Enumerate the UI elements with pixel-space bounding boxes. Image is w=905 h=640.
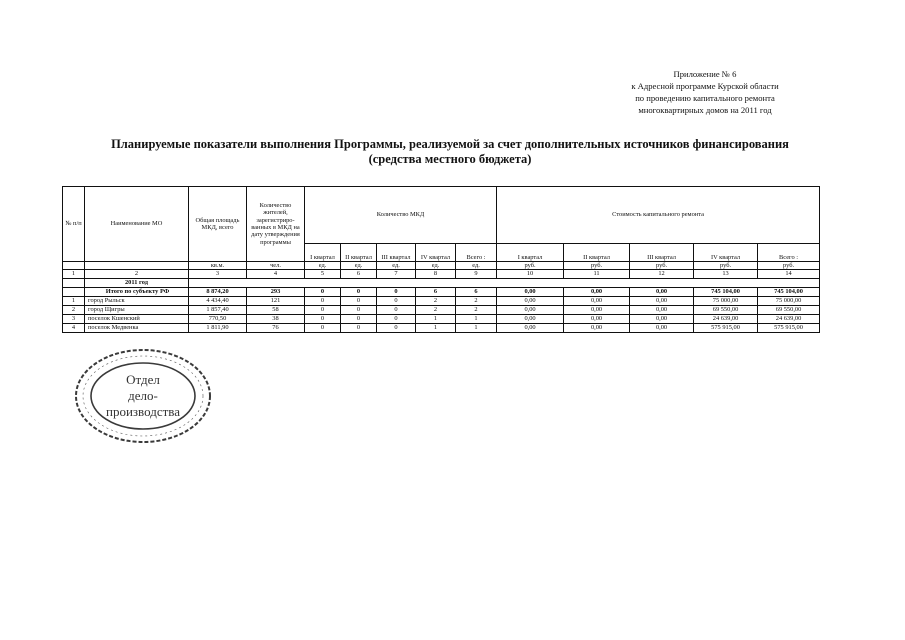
cell-total: 1 <box>456 323 497 332</box>
year-cell-empty <box>63 278 85 287</box>
cell-q3: 0 <box>377 323 416 332</box>
cell-c3: 0,00 <box>630 287 694 296</box>
cell-area: 1 811,90 <box>189 323 247 332</box>
cell-total: 1 <box>456 314 497 323</box>
cell-name: город Щигры <box>85 305 189 314</box>
column-number: 7 <box>377 270 416 278</box>
document-title <box>100 137 800 167</box>
header-repair-cost: Стоимость капитального ремонта <box>497 187 820 244</box>
table-row <box>63 323 820 332</box>
indicators-table <box>62 186 820 333</box>
unit-mkd: ед. <box>305 262 341 270</box>
cell-c1: 0,00 <box>497 287 564 296</box>
cell-total: 2 <box>456 296 497 305</box>
cell-ctotal: 24 639,00 <box>758 314 820 323</box>
title-line-2: (средства местного бюджета) <box>368 152 532 166</box>
appendix-block <box>600 68 810 116</box>
column-number: 1 <box>63 270 85 278</box>
cell-c3: 0,00 <box>630 296 694 305</box>
cell-residents: 58 <box>247 305 305 314</box>
cell-q2: 0 <box>341 323 377 332</box>
header-cost-q1: I квартал <box>497 244 564 262</box>
unit-cost: руб. <box>497 262 564 270</box>
cell-name: Итого по субъекту РФ <box>85 287 189 296</box>
cell-q3: 0 <box>377 305 416 314</box>
cell-c1: 0,00 <box>497 305 564 314</box>
column-numbers-row <box>63 270 820 278</box>
column-number: 6 <box>341 270 377 278</box>
unit-cost: руб. <box>630 262 694 270</box>
cell-num: 2 <box>63 305 85 314</box>
header-name: Наименование МО <box>85 187 189 262</box>
column-number: 13 <box>694 270 758 278</box>
column-number: 2 <box>85 270 189 278</box>
header-residents: Количество жителей, зарегистриро-ванных в МКД на дату утверждения программы <box>247 187 305 262</box>
cell-num: 3 <box>63 314 85 323</box>
unit-cell <box>85 262 189 270</box>
cell-area: 8 874,20 <box>189 287 247 296</box>
cell-q4: 1 <box>416 323 456 332</box>
cell-num <box>63 287 85 296</box>
column-number: 12 <box>630 270 694 278</box>
cell-q2: 0 <box>341 287 377 296</box>
unit-cost: руб. <box>758 262 820 270</box>
column-number: 3 <box>189 270 247 278</box>
cell-c3: 0,00 <box>630 323 694 332</box>
table-row <box>63 296 820 305</box>
stamp-line-1: Отдел <box>126 372 160 387</box>
cell-q2: 0 <box>341 296 377 305</box>
header-mkd-q2: II квартал <box>341 244 377 262</box>
cell-total: 2 <box>456 305 497 314</box>
column-number: 8 <box>416 270 456 278</box>
table-row <box>63 314 820 323</box>
cell-c4: 24 639,00 <box>694 314 758 323</box>
cell-q3: 0 <box>377 287 416 296</box>
header-area: Общая площадь МКД, всего <box>189 187 247 262</box>
cell-c2: 0,00 <box>564 296 630 305</box>
unit-cost: руб. <box>694 262 758 270</box>
office-stamp <box>72 346 214 446</box>
column-number: 11 <box>564 270 630 278</box>
cell-c4: 745 104,00 <box>694 287 758 296</box>
header-mkd-q4: IV квартал <box>416 244 456 262</box>
cell-q1: 0 <box>305 323 341 332</box>
cell-residents: 121 <box>247 296 305 305</box>
cell-q4: 2 <box>416 296 456 305</box>
cell-num: 1 <box>63 296 85 305</box>
appendix-line: к Адресной программе Курской области <box>631 81 779 91</box>
stamp-line-3: производства <box>105 404 181 419</box>
unit-mkd: ед. <box>456 262 497 270</box>
cell-q2: 0 <box>341 314 377 323</box>
year-row <box>63 278 820 287</box>
cell-q4: 2 <box>416 305 456 314</box>
cell-ctotal: 575 915,00 <box>758 323 820 332</box>
cell-c1: 0,00 <box>497 314 564 323</box>
appendix-line: по проведению капитального ремонта <box>635 93 775 103</box>
header-cost-q2: II квартал <box>564 244 630 262</box>
stamp-line-2: дело- <box>128 388 158 403</box>
cell-q3: 0 <box>377 296 416 305</box>
cell-residents: 293 <box>247 287 305 296</box>
unit-cell <box>63 262 85 270</box>
column-number: 14 <box>758 270 820 278</box>
cell-c4: 69 550,00 <box>694 305 758 314</box>
header-mkd-q3: III квартал <box>377 244 416 262</box>
appendix-line: многоквартирных домов на 2011 год <box>638 105 772 115</box>
cell-c2: 0,00 <box>564 287 630 296</box>
cell-q1: 0 <box>305 287 341 296</box>
unit-cost: руб. <box>564 262 630 270</box>
header-cost-q4: IV квартал <box>694 244 758 262</box>
cell-c1: 0,00 <box>497 296 564 305</box>
cell-c4: 575 915,00 <box>694 323 758 332</box>
cell-ctotal: 69 550,00 <box>758 305 820 314</box>
cell-name: поселок Медвенка <box>85 323 189 332</box>
cell-q4: 1 <box>416 314 456 323</box>
column-number: 5 <box>305 270 341 278</box>
cell-area: 4 434,40 <box>189 296 247 305</box>
header-row-units <box>63 262 820 270</box>
unit-mkd: ед. <box>341 262 377 270</box>
unit-mkd: ед. <box>416 262 456 270</box>
cell-area: 1 857,40 <box>189 305 247 314</box>
header-num: № п/п <box>63 187 85 262</box>
table-row <box>63 305 820 314</box>
cell-c4: 75 000,00 <box>694 296 758 305</box>
cell-name: город Рыльск <box>85 296 189 305</box>
unit-residents: чел. <box>247 262 305 270</box>
cell-area: 770,50 <box>189 314 247 323</box>
cell-q4: 6 <box>416 287 456 296</box>
cell-c3: 0,00 <box>630 314 694 323</box>
cell-q2: 0 <box>341 305 377 314</box>
cell-q1: 0 <box>305 305 341 314</box>
cell-residents: 76 <box>247 323 305 332</box>
column-number: 4 <box>247 270 305 278</box>
year-cell-empty <box>189 278 820 287</box>
cell-c3: 0,00 <box>630 305 694 314</box>
cell-ctotal: 75 000,00 <box>758 296 820 305</box>
cell-q1: 0 <box>305 314 341 323</box>
column-number: 10 <box>497 270 564 278</box>
unit-mkd: ед. <box>377 262 416 270</box>
appendix-line: Приложение № 6 <box>673 69 737 79</box>
unit-area: кв.м. <box>189 262 247 270</box>
cell-c2: 0,00 <box>564 314 630 323</box>
header-cost-total: Всего : <box>758 244 820 262</box>
header-cost-q3: III квартал <box>630 244 694 262</box>
cell-total: 6 <box>456 287 497 296</box>
cell-q3: 0 <box>377 314 416 323</box>
cell-c2: 0,00 <box>564 323 630 332</box>
header-mkd-q1: I квартал <box>305 244 341 262</box>
header-row-main <box>63 187 820 244</box>
cell-c2: 0,00 <box>564 305 630 314</box>
cell-q1: 0 <box>305 296 341 305</box>
cell-num: 4 <box>63 323 85 332</box>
total-row <box>63 287 820 296</box>
title-line-1: Планируемые показатели выполнения Программы, реализуемой за счет дополнительных источников финансирования <box>111 137 789 151</box>
cell-name: поселок Кшенский <box>85 314 189 323</box>
header-mkd-total: Всего : <box>456 244 497 262</box>
header-mkd-count: Количество МКД <box>305 187 497 244</box>
year-label: 2011 год <box>85 278 189 287</box>
cell-ctotal: 745 104,00 <box>758 287 820 296</box>
column-number: 9 <box>456 270 497 278</box>
cell-c1: 0,00 <box>497 323 564 332</box>
cell-residents: 38 <box>247 314 305 323</box>
